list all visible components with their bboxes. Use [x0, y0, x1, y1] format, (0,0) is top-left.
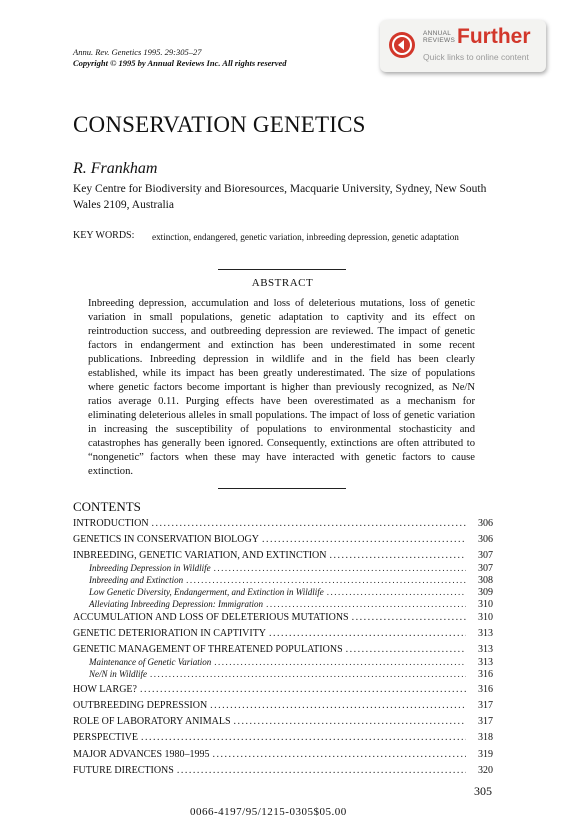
toc-dot-leader [214, 563, 466, 573]
toc-entry-title: GENETICS IN CONSERVATION BIOLOGY [73, 534, 259, 545]
toc-entry-page: 313 [478, 628, 493, 639]
toc-entry-page: 307 [478, 563, 493, 574]
toc-entry [73, 599, 493, 610]
toc-dot-leader [186, 575, 466, 585]
badge-subtitle: Quick links to online content [423, 52, 529, 62]
toc-entry [73, 684, 493, 695]
toc-entry-page: 310 [478, 599, 493, 610]
toc-entry-title: INBREEDING, GENETIC VARIATION, AND EXTINCTION [73, 550, 327, 561]
toc-entry-title: FUTURE DIRECTIONS [73, 765, 174, 776]
toc-entry-title: ROLE OF LABORATORY ANIMALS [73, 716, 231, 727]
toc-dot-leader [150, 669, 466, 679]
toc-dot-leader [352, 612, 466, 623]
toc-entry-page: 306 [478, 534, 493, 545]
toc-entry [73, 657, 493, 668]
toc-entry [73, 700, 493, 711]
abstract-text: Inbreeding depression, accumulation and loss of deleterious mutations, loss of genetic variation in small populations, genetic adaptation to captivity and its effect on reintroduction success, and outbreeding depression are reviewed. The impact of genetic factors in endangerment and extinction has been underestimated in some recent publications. Inbreeding depression in wildlife and in the field has been clearly established, while its impact has been greatly underestimated. The size of populations where genetic factors become important is higher than previously recognized, as Ne/N ratios average 0.11. Purging effects have been overestimated as a mechanism for eliminating deleterious alleles in small populations. The impact of loss of genetic variation in increasing the susceptibility of populations to environmental stochasticity and catastrophes has generally been ignored. Consequently, extinctions are often attributed to “nongenetic” factors when these may have interacted with genetic factors to cause extinction. [88, 298, 475, 477]
toc-entry-page: 316 [478, 684, 493, 695]
toc-entry-page: 307 [478, 550, 493, 561]
toc-entry-page: 310 [478, 612, 493, 623]
toc-dot-leader [177, 765, 466, 776]
toc-dot-leader [210, 700, 466, 711]
toc-entry-title: GENETIC DETERIORATION IN CAPTIVITY [73, 628, 267, 639]
toc-entry [73, 669, 493, 680]
toc-entry-title: MAJOR ADVANCES 1980–1995 [73, 749, 210, 760]
toc-entry [73, 644, 493, 655]
footer-code: 0066-4197/95/1215-0305$05.00 [190, 806, 347, 818]
toc-entry-title: GENETIC MANAGEMENT OF THREATENED POPULATIONS [73, 644, 343, 655]
contents-heading: CONTENTS [73, 499, 141, 514]
toc-entry-title: Low Genetic Diversity, Endangerment, and Extinction in Wildlife [89, 587, 324, 597]
keywords-label: KEY WORDS: [73, 230, 135, 241]
toc-entry-page: 306 [478, 518, 493, 529]
toc-entry-title: HOW LARGE? [73, 684, 137, 695]
toc-entry-page: 317 [478, 716, 493, 727]
toc-entry-title: Ne/N in Wildlife [89, 669, 147, 679]
author-affiliation: Key Centre for Biodiversity and Bioresources, Macquarie University, Sydney, New South Wales 2109, Australia [73, 183, 487, 211]
toc-dot-leader [327, 587, 466, 597]
further-links-badge[interactable] [380, 20, 546, 72]
toc-dot-leader [346, 644, 466, 655]
toc-dot-leader [234, 716, 466, 727]
toc-dot-leader [140, 684, 466, 695]
toc-entry-title: ACCUMULATION AND LOSS OF DELETERIOUS MUTATIONS [73, 612, 349, 623]
toc-entry-title: Alleviating Inbreeding Depression: Immigration [89, 599, 264, 609]
toc-entry-title: Maintenance of Genetic Variation [89, 657, 212, 667]
toc-entry [73, 612, 493, 623]
toc-entry-page: 320 [478, 765, 493, 776]
toc-entry [73, 765, 493, 776]
citation-line: Annu. Rev. Genetics 1995. 29:305–27 [73, 47, 202, 57]
toc-entry-title: Inbreeding and Extinction [89, 575, 184, 585]
copyright-line: Copyright © 1995 by Annual Reviews Inc. All rights reserved [73, 58, 287, 68]
toc-dot-leader [141, 732, 466, 743]
journal-citation [73, 47, 287, 69]
badge-reviews-text: REVIEWS [423, 37, 456, 44]
badge-publisher [423, 30, 455, 44]
play-arrow-icon [389, 32, 415, 58]
badge-annual-text: ANNUAL [423, 30, 452, 37]
toc-entry [73, 716, 493, 727]
toc-entry [73, 534, 493, 545]
toc-entry-page: 318 [478, 732, 493, 743]
toc-entry-page: 309 [478, 587, 493, 598]
toc-entry [73, 550, 493, 561]
toc-dot-leader [214, 657, 466, 667]
toc-entry-title: Inbreeding Depression in Wildlife [89, 563, 211, 573]
toc-entry-title: OUTBREEDING DEPRESSION [73, 700, 208, 711]
toc-dot-leader [213, 749, 466, 760]
toc-dot-leader [262, 534, 466, 545]
toc-entry [73, 587, 493, 598]
toc-entry [73, 628, 493, 639]
toc-dot-leader [330, 550, 467, 561]
toc-dot-leader [269, 628, 466, 639]
toc-entry-title: INTRODUCTION [73, 518, 149, 529]
toc-entry-page: 313 [478, 657, 493, 668]
abstract-heading: ABSTRACT [251, 277, 314, 289]
page-number: 305 [474, 784, 492, 798]
toc-entry [73, 575, 493, 586]
toc-entry [73, 563, 493, 574]
author-name: R. Frankham [73, 160, 158, 177]
toc-dot-leader [266, 599, 466, 609]
toc-entry-page: 313 [478, 644, 493, 655]
abstract-top-rule [218, 269, 346, 270]
toc-entry [73, 749, 493, 760]
toc-entry-page: 317 [478, 700, 493, 711]
toc-entry-page: 308 [478, 575, 493, 586]
badge-brand: Further [457, 25, 531, 48]
toc-entry [73, 732, 493, 743]
toc-entry-page: 319 [478, 749, 493, 760]
toc-entry-page: 316 [478, 669, 493, 680]
article-title: CONSERVATION GENETICS [73, 112, 366, 137]
toc-entry [73, 518, 493, 529]
toc-dot-leader [152, 518, 466, 529]
keywords-text: extinction, endangered, genetic variation, inbreeding depression, genetic adaptation [152, 232, 459, 242]
abstract-bottom-rule [218, 488, 346, 489]
toc-entry-title: PERSPECTIVE [73, 732, 139, 743]
